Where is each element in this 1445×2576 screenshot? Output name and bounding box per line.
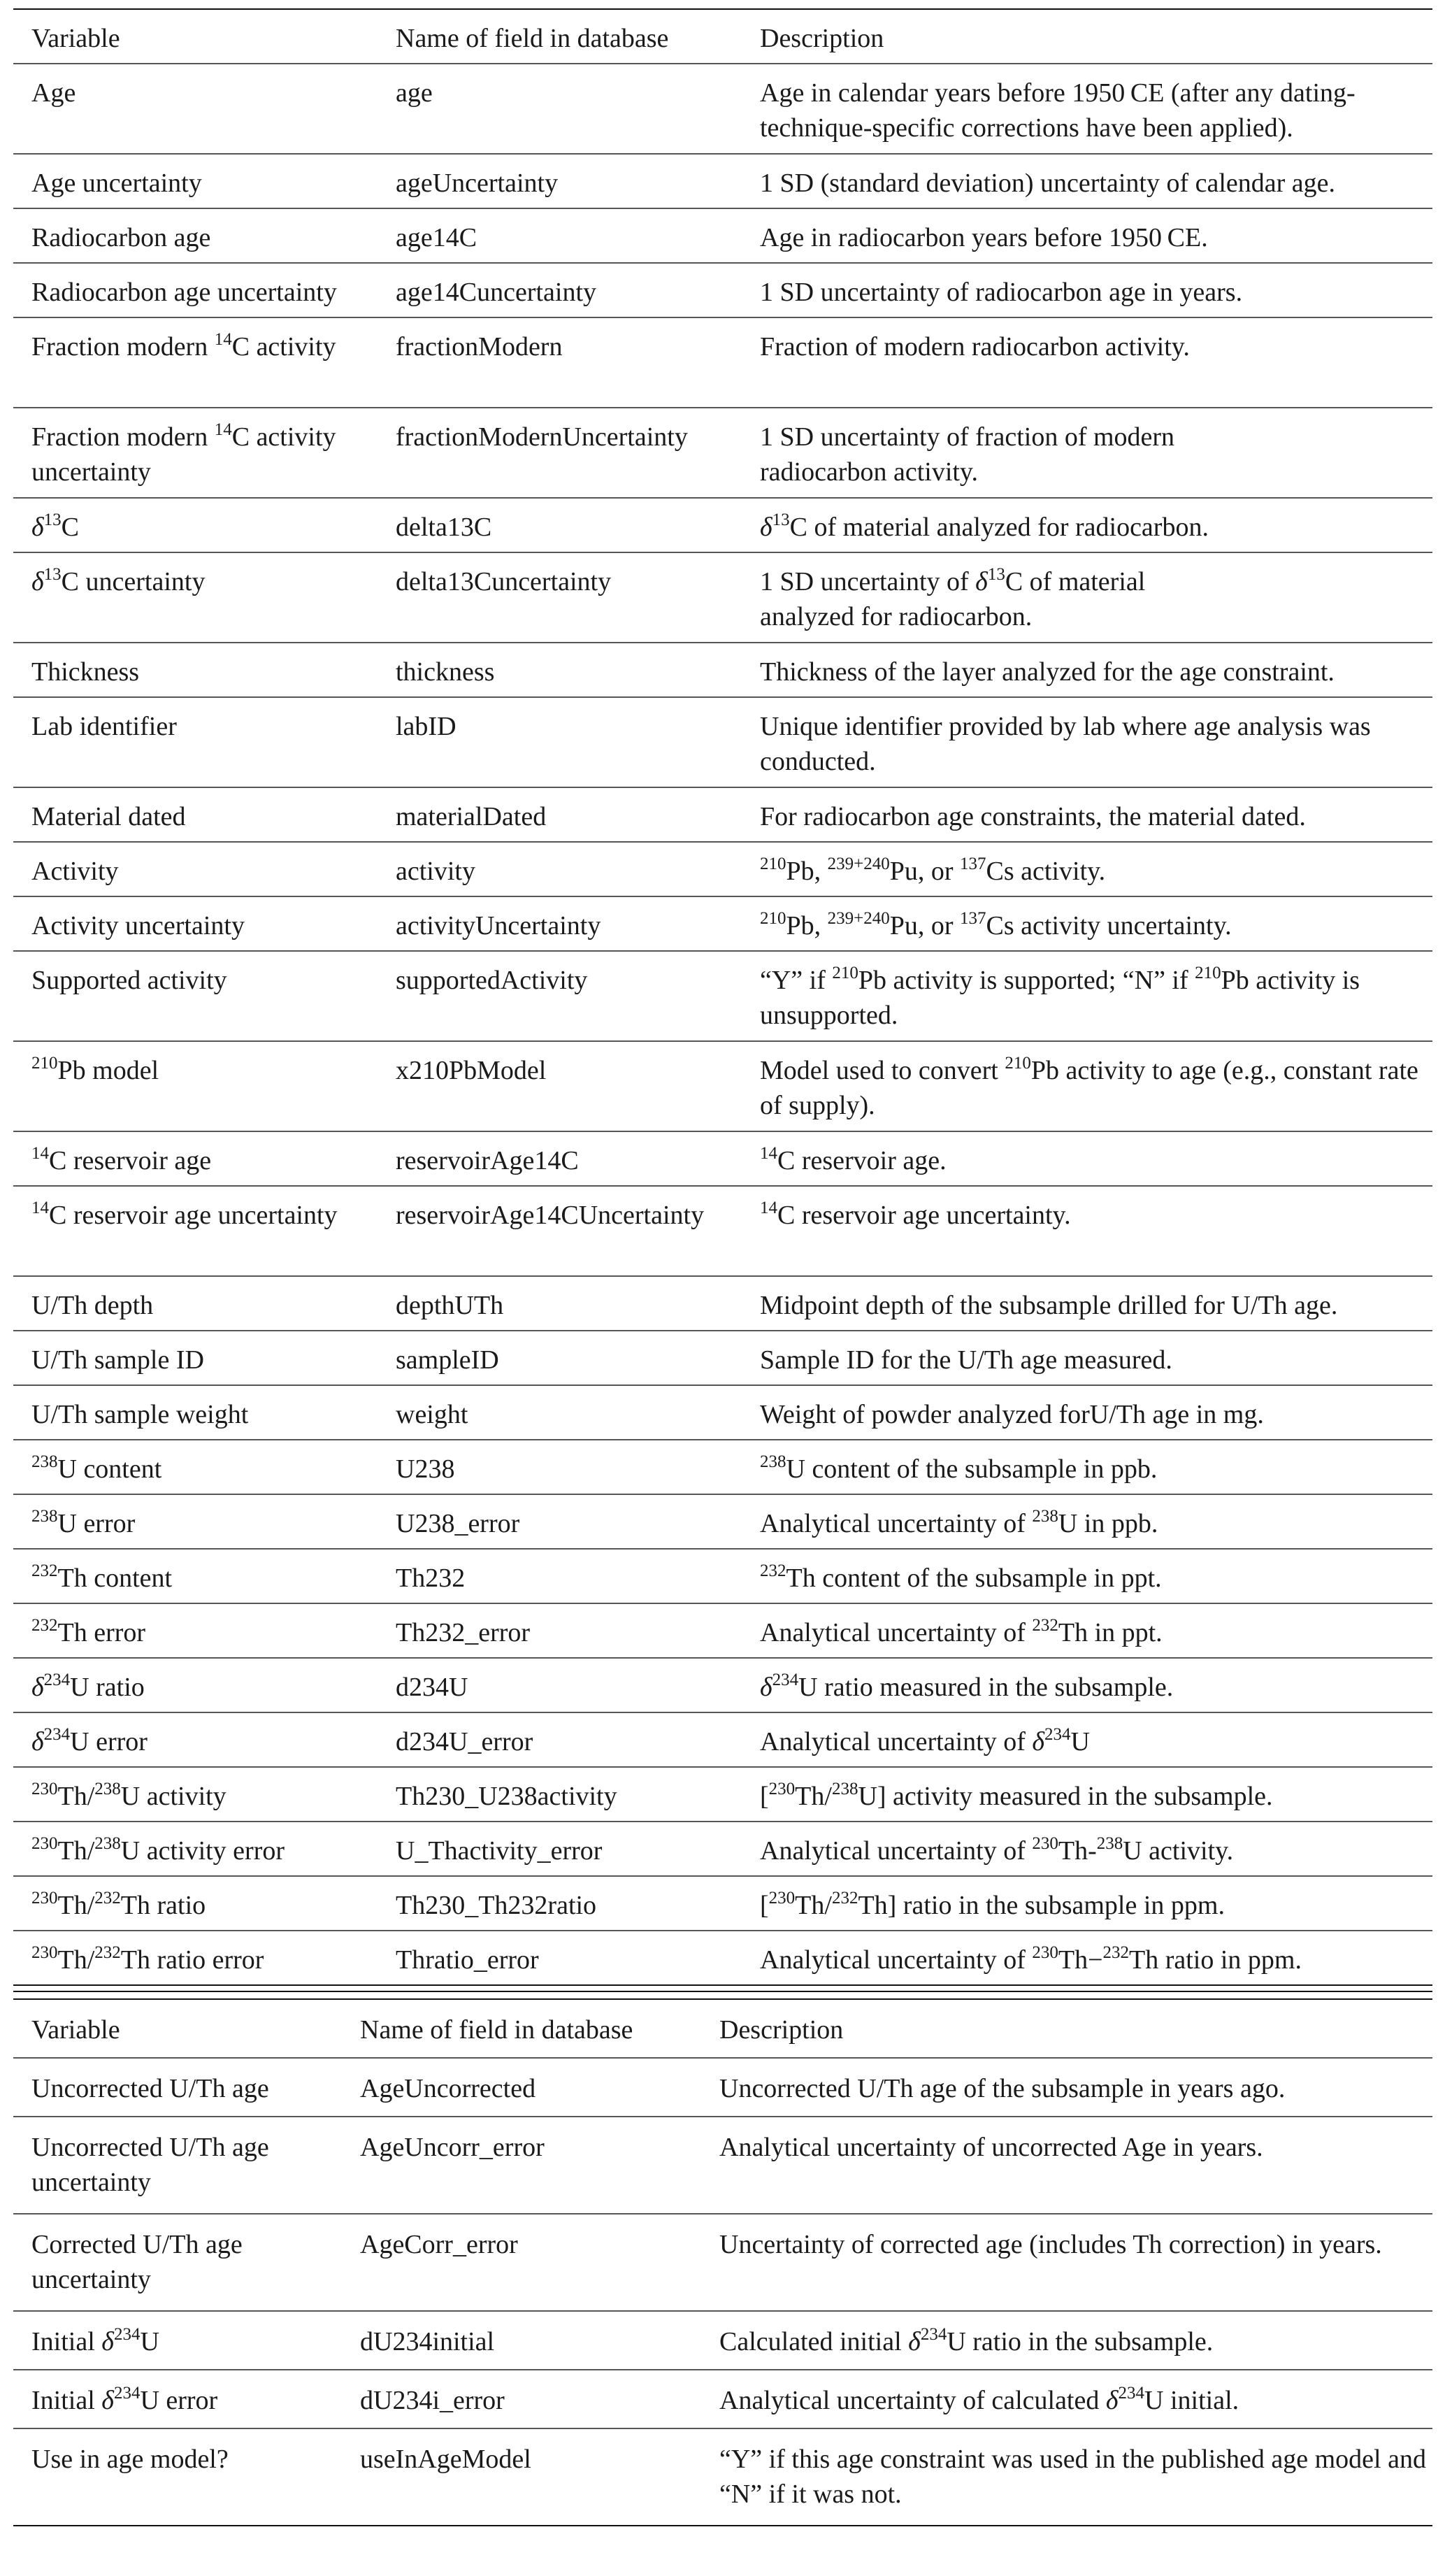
variable-cell: Uncorrected U/Th age uncertainty <box>31 2133 269 2197</box>
header-variable: Variable <box>31 2015 120 2045</box>
description-cell: Uncertainty of corrected age (includes Th correction) in years. <box>719 2230 1382 2259</box>
variable-cell: $\delta^{13}C$ uncertainty <box>31 565 206 596</box>
field-name-cell: sampleID <box>396 1345 499 1375</box>
table-row <box>13 1931 1432 1985</box>
table-row <box>13 1549 1432 1603</box>
field-name-cell: activityUncertainty <box>396 911 601 940</box>
field-name-cell: d234U <box>396 1673 468 1702</box>
description-cell: $^{14}$C reservoir age. <box>760 1144 947 1175</box>
field-name-cell: x210PbModel <box>396 1056 547 1085</box>
header-description: Description <box>760 24 884 53</box>
field-name-cell: AgeUncorrected <box>360 2074 536 2103</box>
field-name-cell: delta13Cuncertainty <box>396 567 612 596</box>
field-name-cell: fractionModern <box>396 332 563 362</box>
description-cell: 1 SD uncertainty of $\delta^{13}C$ of material analyzed for radiocarbon. <box>760 565 1146 631</box>
description-cell: $^{14}$C reservoir age uncertainty. <box>760 1198 1071 1230</box>
header-variable: Variable <box>31 24 120 53</box>
variable-cell: $^{14}$C reservoir age uncertainty <box>31 1198 338 1230</box>
variable-cell: Fraction modern $^{14}$C activity uncertainty <box>31 420 336 487</box>
variable-cell: $^{238}$U error <box>31 1507 136 1538</box>
table-row <box>13 1876 1432 1931</box>
description-cell: $^{210}$Pb, $^{239+240}$Pu, or $^{137}$Cs activity. <box>760 854 1106 886</box>
description-cell: Analytical uncertainty of calculated $\delta^{234}U$ initial. <box>719 2384 1239 2415</box>
description-cell: $\delta^{234}U$ ratio measured in the subsample. <box>760 1670 1174 1702</box>
variable-cell: $^{230}$Th/$^{238}$U activity error <box>31 1834 285 1866</box>
table-row <box>13 1131 1432 1186</box>
variable-cell: Radiocarbon age <box>31 223 211 252</box>
variable-cell: Supported activity <box>31 966 227 995</box>
variable-cell: $^{232}$Th error <box>31 1616 146 1647</box>
field-name-cell: fractionModernUncertainty <box>396 422 688 452</box>
table-row <box>13 552 1432 643</box>
description-cell: Unique identifier provided by lab where age analysis was conducted. <box>760 712 1371 776</box>
table-row <box>13 697 1432 787</box>
table-row <box>13 263 1432 317</box>
field-name-cell: Th230_Th232ratio <box>396 1891 597 1920</box>
variable-cell: Thickness <box>31 657 140 687</box>
description-cell: Age in radiocarbon years before 1950 CE. <box>760 223 1208 252</box>
description-cell: Analytical uncertainty of $^{238}$U in ppb. <box>760 1507 1158 1538</box>
table-row <box>13 1822 1432 1876</box>
table-row <box>13 154 1432 208</box>
variable-cell: $^{238}$U content <box>31 1452 162 1484</box>
field-name-cell: reservoirAge14C <box>396 1146 579 1175</box>
description-cell: Analytical uncertainty of $^{230}$Th-$^{238}$U activity. <box>760 1834 1234 1866</box>
variable-cell: U/Th sample ID <box>31 1345 204 1375</box>
variable-cell: Use in age model? <box>31 2445 229 2474</box>
description-cell: Weight of powder analyzed forU/Th age in mg. <box>760 1400 1264 1429</box>
variable-cell: Fraction modern $^{14}$C activity <box>31 330 336 362</box>
description-cell: 1 SD uncertainty of radiocarbon age in years. <box>760 278 1243 307</box>
field-name-cell: supportedActivity <box>396 966 588 995</box>
description-cell: Uncorrected U/Th age of the subsample in years ago. <box>719 2074 1286 2103</box>
field-name-cell: age14C <box>396 223 477 252</box>
description-cell: “Y” if this age constraint was used in the published age model and “N” if it was not. <box>719 2445 1426 2509</box>
table-row <box>13 643 1432 697</box>
description-cell: Thickness of the layer analyzed for the age constraint. <box>760 657 1335 687</box>
field-name-cell: materialDated <box>396 802 547 831</box>
table-row <box>13 2370 1432 2428</box>
table-row <box>13 2311 1432 2370</box>
description-cell: [$^{230}$Th/$^{232}$Th] ratio in the subsample in ppm. <box>760 1889 1225 1920</box>
table-row <box>13 787 1432 842</box>
field-name-cell: thickness <box>396 657 495 687</box>
header-description: Description <box>719 2015 844 2045</box>
description-cell: [$^{230}$Th/$^{238}$U] activity measured in the subsample. <box>760 1780 1273 1811</box>
variable-cell: Age uncertainty <box>31 169 202 198</box>
description-cell: 1 SD (standard deviation) uncertainty of calendar age. <box>760 169 1336 198</box>
variable-cell: $^{14}$C reservoir age <box>31 1144 212 1175</box>
table-row <box>13 2117 1432 2214</box>
table-double-rule <box>13 1991 1432 1992</box>
description-cell: 1 SD uncertainty of fraction of modern radiocarbon activity. <box>760 422 1175 487</box>
description-cell: Age in calendar years before 1950 CE (after any dating-technique-specific corrections have been applied). <box>760 78 1356 143</box>
variable-cell: Activity uncertainty <box>31 911 245 940</box>
variable-cell: $^{232}$Th content <box>31 1561 173 1593</box>
table-row <box>13 2058 1432 2117</box>
field-name-cell: Th232 <box>396 1564 466 1593</box>
description-cell: Model used to convert $^{210}$Pb activity to age (e.g., constant rate of supply). <box>760 1054 1418 1120</box>
field-name-cell: dU234i_error <box>360 2386 505 2415</box>
field-name-cell: age14Cuncertainty <box>396 278 597 307</box>
table-row <box>13 498 1432 552</box>
field-name-cell: depthUTh <box>396 1291 504 1320</box>
table-row <box>13 1603 1432 1658</box>
table-row <box>13 1440 1432 1494</box>
field-name-cell: d234U_error <box>396 1727 533 1756</box>
description-cell: $\delta^{13}C$ of material analyzed for radiocarbon. <box>760 510 1209 542</box>
table-row <box>13 64 1432 154</box>
description-cell: Analytical uncertainty of uncorrected Age in years. <box>719 2133 1263 2162</box>
description-cell: “Y” if $^{210}$Pb activity is supported; “N” if $^{210}$Pb activity is unsupported. <box>760 964 1360 1030</box>
table-row <box>13 1494 1432 1549</box>
variable-cell: Corrected U/Th age uncertainty <box>31 2230 243 2294</box>
variable-cell: $^{230}$Th/$^{232}$Th ratio error <box>31 1943 264 1975</box>
field-name-cell: delta13C <box>396 513 492 542</box>
variable-cell: $\delta^{234}U$ error <box>31 1725 148 1756</box>
variable-cell: Activity <box>31 857 119 886</box>
field-name-cell: AgeCorr_error <box>360 2230 518 2259</box>
header-field-name: Name of field in database <box>396 24 669 53</box>
description-cell: $^{232}$Th content of the subsample in ppt. <box>760 1561 1162 1593</box>
table-row <box>13 408 1432 498</box>
table-row <box>13 208 1432 263</box>
field-name-cell: weight <box>396 1400 468 1429</box>
field-name-cell: ageUncertainty <box>396 169 559 198</box>
table-row <box>13 1041 1432 1131</box>
table-row <box>13 1385 1432 1440</box>
variable-cell: Uncorrected U/Th age <box>31 2074 269 2103</box>
field-name-cell: U238_error <box>396 1509 520 1538</box>
table-row <box>13 317 1432 408</box>
description-cell: Fraction of modern radiocarbon activity. <box>760 332 1190 362</box>
variable-cell: $^{230}$Th/$^{238}$U activity <box>31 1780 227 1811</box>
table-row <box>13 2214 1432 2311</box>
table-header-row <box>13 9 1432 64</box>
description-cell: Analytical uncertainty of $\delta^{234}U$ <box>760 1725 1090 1756</box>
variable-cell: Age <box>31 78 76 108</box>
variables-table-part-2 <box>13 1998 1432 2526</box>
variable-cell: Initial $\delta^{234}U$ <box>31 2325 159 2356</box>
table-header-row <box>13 1999 1432 2058</box>
field-name-cell: labID <box>396 712 456 741</box>
table-row <box>13 842 1432 896</box>
table-row <box>13 1331 1432 1385</box>
variable-cell: U/Th depth <box>31 1291 154 1320</box>
description-cell: Midpoint depth of the subsample drilled for U/Th age. <box>760 1291 1338 1320</box>
field-name-cell: U_Thactivity_error <box>396 1836 603 1866</box>
field-name-cell: Thratio_error <box>396 1945 539 1975</box>
description-cell: $^{238}$U content of the subsample in ppb. <box>760 1452 1158 1484</box>
field-name-cell: dU234initial <box>360 2327 495 2356</box>
description-cell: Calculated initial $\delta^{234}U$ ratio in the subsample. <box>719 2325 1214 2356</box>
variable-cell: $\delta^{13}C$ <box>31 510 80 542</box>
field-name-cell: U238 <box>396 1454 455 1484</box>
field-name-cell: reservoirAge14CUncertainty <box>396 1201 705 1230</box>
variable-cell: Initial $\delta^{234}U$ error <box>31 2384 218 2415</box>
variable-cell: Lab identifier <box>31 712 177 741</box>
description-cell: $^{210}$Pb, $^{239+240}$Pu, or $^{137}$Cs activity uncertainty. <box>760 909 1232 940</box>
description-cell: For radiocarbon age constraints, the material dated. <box>760 802 1306 831</box>
variable-cell: $^{210}$Pb model <box>31 1054 159 1085</box>
description-cell: Sample ID for the U/Th age measured. <box>760 1345 1172 1375</box>
variable-cell: $\delta^{234}U$ ratio <box>31 1670 145 1702</box>
field-name-cell: AgeUncorr_error <box>360 2133 545 2162</box>
field-name-cell: Th230_U238activity <box>396 1782 617 1811</box>
field-name-cell: age <box>396 78 433 108</box>
field-name-cell: useInAgeModel <box>360 2445 531 2474</box>
field-name-cell: activity <box>396 857 475 886</box>
table-row <box>13 1276 1432 1331</box>
variable-cell: Material dated <box>31 802 186 831</box>
header-field-name: Name of field in database <box>360 2015 633 2045</box>
table-row <box>13 1712 1432 1767</box>
table-row <box>13 896 1432 951</box>
table-row <box>13 951 1432 1041</box>
variable-cell: $^{230}$Th/$^{232}$Th ratio <box>31 1889 206 1920</box>
table-row <box>13 1767 1432 1822</box>
table-row <box>13 2428 1432 2526</box>
description-cell: Analytical uncertainty of $^{230}$Th−$^{232}$Th ratio in ppm. <box>760 1943 1302 1975</box>
variable-cell: U/Th sample weight <box>31 1400 249 1429</box>
field-name-cell: Th232_error <box>396 1618 531 1647</box>
table-row <box>13 1658 1432 1712</box>
variables-table-part-1 <box>13 8 1432 1986</box>
description-cell: Analytical uncertainty of $^{232}$Th in ppt. <box>760 1616 1163 1647</box>
variable-cell: Radiocarbon age uncertainty <box>31 278 337 307</box>
table-row <box>13 1186 1432 1276</box>
